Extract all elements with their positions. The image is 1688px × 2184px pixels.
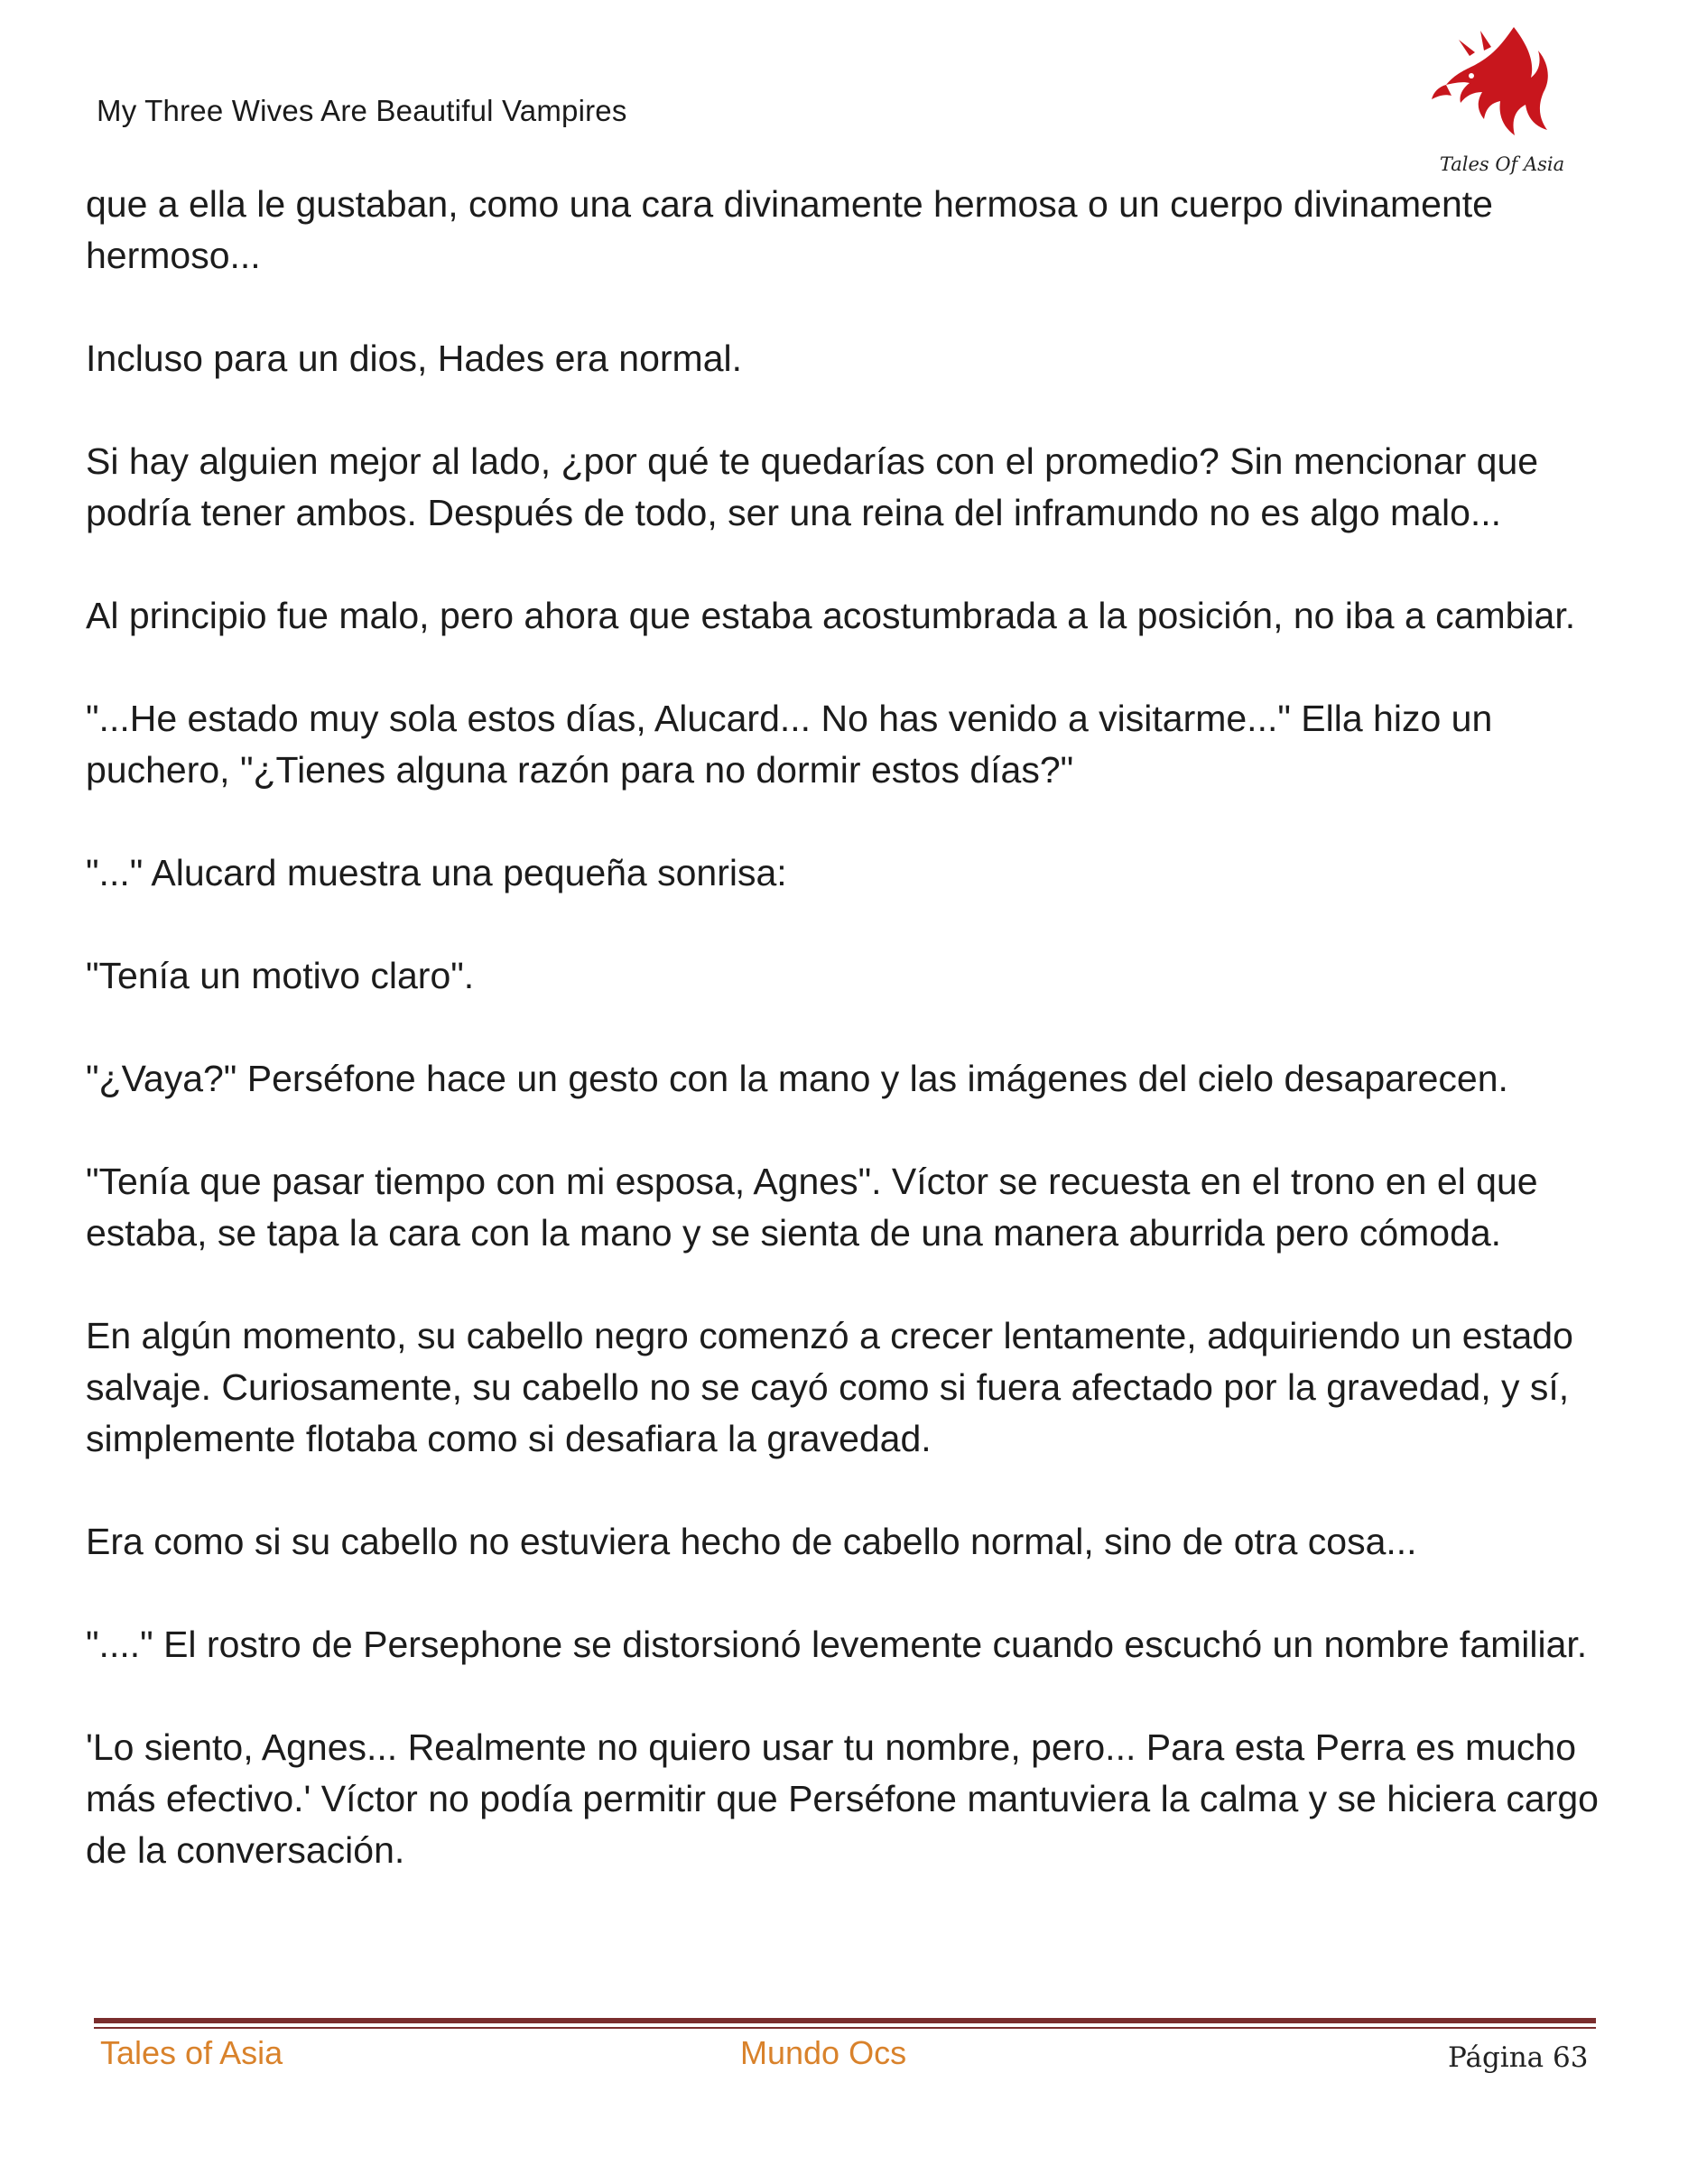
paragraph: Al principio fue malo, pero ahora que estaba acostumbrada a la posición, no iba a cambiar. bbox=[86, 595, 1576, 636]
dragon-logo bbox=[1428, 20, 1563, 182]
paragraph: que a ella le gustaban, como una cara divinamente hermosa o un cuerpo divinamente hermoso... bbox=[86, 183, 1493, 276]
page-number: Página 63 bbox=[1448, 2041, 1589, 2074]
paragraph: "..." Alucard muestra una pequeña sonrisa: bbox=[86, 852, 787, 893]
logo-text: Tales Of Asia bbox=[1439, 153, 1565, 175]
paragraph: Era como si su cabello no estuviera hecho de cabello normal, sino de otra cosa... bbox=[86, 1521, 1417, 1562]
paragraph: "Tenía que pasar tiempo con mi esposa, Agnes". Víctor se recuesta en el trono en el que estaba, se tapa la cara con la mano y se sienta de una manera aburrida pero cómoda. bbox=[86, 1161, 1538, 1254]
footer-site-name: Tales of Asia bbox=[100, 2034, 283, 2071]
page-body bbox=[86, 179, 1620, 1928]
footer-section-name: Mundo Ocs bbox=[740, 2034, 907, 2071]
paragraph: "¿Vaya?" Perséfone hace un gesto con la mano y las imágenes del cielo desaparecen. bbox=[86, 1058, 1508, 1099]
paragraph: Si hay alguien mejor al lado, ¿por qué te quedarías con el promedio? Sin mencionar que podría tener ambos. Después de todo, ser una reina del inframundo no es algo malo... bbox=[86, 440, 1539, 533]
paragraph: "...He estado muy sola estos días, Alucard... No has venido a visitarme..." Ella hizo un puchero, "¿Tienes alguna razón para no dormir estos días?" bbox=[86, 698, 1493, 791]
header-title: My Three Wives Are Beautiful Vampires bbox=[97, 94, 627, 127]
paragraph: "Tenía un motivo claro". bbox=[86, 955, 475, 996]
paragraph: Incluso para un dios, Hades era normal. bbox=[86, 338, 743, 379]
footer-divider bbox=[94, 2018, 1596, 2023]
dragon-icon bbox=[1428, 20, 1563, 155]
paragraph: 'Lo siento, Agnes... Realmente no quiero usar tu nombre, pero... Para esta Perra es mucho más efectivo.' Víctor no podía permitir que Perséfone mantuviera la calma y se hiciera cargo de la conversación. bbox=[86, 1726, 1599, 1871]
paragraph: En algún momento, su cabello negro comenzó a crecer lentamente, adquiriendo un estado salvaje. Curiosamente, su cabello no se cayó como si fuera afectado por la gravedad, y sí, simplemente flotaba como si desafiara la gravedad. bbox=[86, 1315, 1573, 1459]
footer-divider-thin bbox=[94, 2027, 1596, 2029]
paragraph: "...." El rostro de Persephone se distorsionó levemente cuando escuchó un nombre familiar. bbox=[86, 1624, 1588, 1665]
